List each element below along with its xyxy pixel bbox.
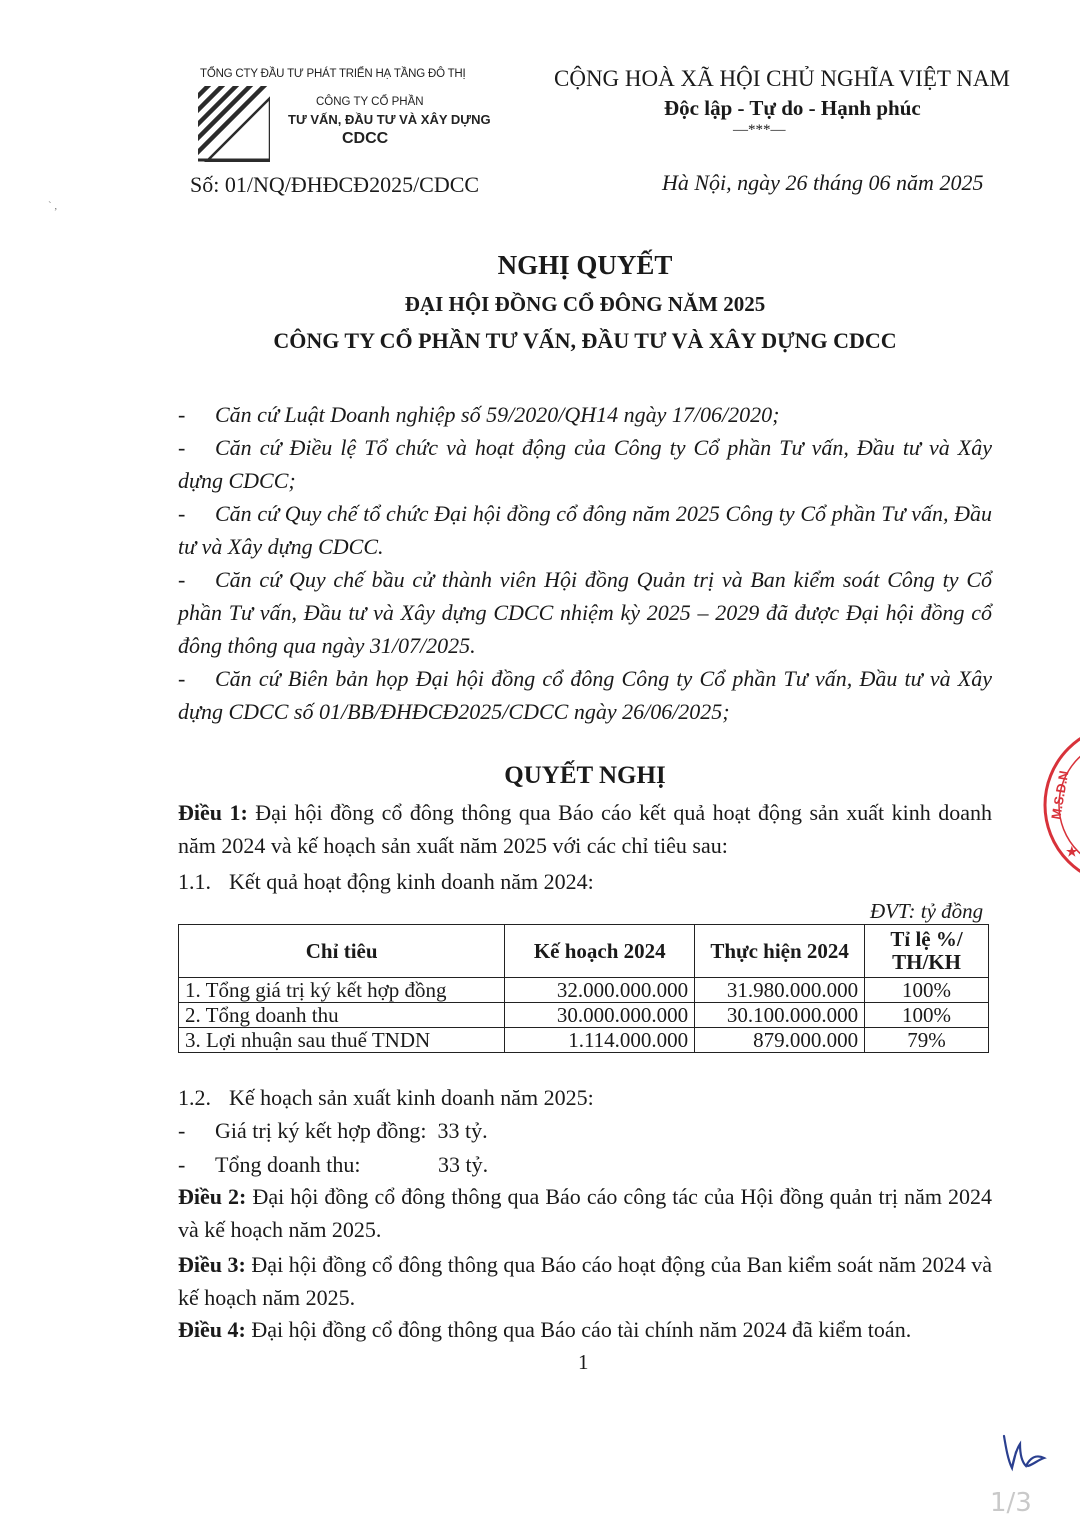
- legal-basis-item: - Căn cứ Luật Doanh nghiệp số 59/2020/QH14 ngày 17/06/2020;: [178, 398, 992, 431]
- actual-cell: 30.100.000.000: [695, 1003, 865, 1028]
- scan-mark: ` ,: [48, 200, 58, 212]
- plan-cell: 32.000.000.000: [505, 978, 695, 1003]
- article-4-label: Điều 4:: [178, 1317, 246, 1342]
- motto-separator: —***—: [733, 122, 786, 138]
- plan-item-label: Giá trị ký kết hợp đồng:: [215, 1118, 427, 1143]
- section-1-2: [178, 1081, 992, 1114]
- parent-company-name: TỔNG CTY ĐẦU TƯ PHÁT TRIỂN HẠ TẦNG ĐÔ THỊ: [200, 68, 466, 80]
- page-counter: 1/3: [990, 1488, 1032, 1518]
- legal-basis-item: - Căn cứ Quy chế tổ chức Đại hội đồng cổ đông năm 2025 Công ty Cổ phần Tư vấn, Đầu tư và Xây dựng CDCC.: [178, 497, 992, 563]
- page-number: 1: [578, 1350, 589, 1374]
- bullet-dash: -: [178, 1118, 186, 1143]
- document-title: NGHỊ QUYẾT: [497, 250, 673, 280]
- actual-cell: 879.000.000: [695, 1028, 865, 1053]
- section-1-1: [178, 865, 992, 898]
- legal-basis-item: - Căn cứ Biên bản họp Đại hội đồng cổ đông Công ty Cổ phần Tư vấn, Đầu tư và Xây dựng CDCC số 01/BB/ĐHĐCĐ2025/CDCC ngày 26/06/2025;: [178, 662, 992, 728]
- article-2-text: Đại hội đồng cổ đông thông qua Báo cáo công tác của Hội đồng quản trị năm 2024 và kế hoạch năm 2025.: [178, 1184, 992, 1242]
- issue-date: Hà Nội, ngày 26 tháng 06 năm 2025: [662, 170, 984, 195]
- company-seal-stamp: [1030, 720, 1080, 890]
- table-row: [179, 1028, 989, 1053]
- section-1-1-number: 1.1.: [178, 869, 211, 894]
- section-1-1-text: Kết quả hoạt động kinh doanh năm 2024:: [229, 869, 594, 894]
- article-3: [178, 1248, 992, 1314]
- column-header-actual-2024: Thực hiện 2024: [695, 925, 865, 978]
- table-row: [179, 978, 989, 1003]
- national-title: CỘNG HOÀ XÃ HỘI CHỦ NGHĨA VIỆT NAM: [554, 66, 1010, 91]
- column-header-ratio: [865, 925, 989, 978]
- table-header-row: [179, 925, 989, 978]
- article-2: [178, 1180, 992, 1246]
- ratio-header-line-2: TH/KH: [892, 950, 961, 974]
- plan-item-value: 33 tỷ.: [437, 1118, 488, 1143]
- article-3-text: Đại hội đồng cổ đông thông qua Báo cáo hoạt động của Ban kiểm soát năm 2024 và kế hoạch năm 2025.: [178, 1252, 993, 1310]
- column-header-plan-2024: Kế hoạch 2024: [505, 925, 695, 978]
- article-2-label: Điều 2:: [178, 1184, 247, 1209]
- ratio-cell: 79%: [865, 1028, 989, 1053]
- national-motto: Độc lập - Tự do - Hạnh phúc: [664, 96, 921, 120]
- legal-basis-item: - Căn cứ Quy chế bầu cử thành viên Hội đồng Quản trị và Ban kiểm soát Công ty Cổ phần Tư vấn, Đầu tư và Xây dựng CDCC nhiệm kỳ 2025 – 2029 đã được Đại hội đồng cổ đông thông qua ngày 31/07/2025.: [178, 563, 992, 662]
- signature-initial: [998, 1428, 1054, 1472]
- column-header-indicator: Chỉ tiêu: [179, 925, 505, 978]
- legal-basis-item: - Căn cứ Điều lệ Tổ chức và hoạt động của Công ty Cổ phần Tư vấn, Đầu tư và Xây dựng CDCC;: [178, 431, 992, 497]
- bullet-dash: -: [178, 1152, 186, 1177]
- article-3-label: Điều 3:: [178, 1252, 246, 1277]
- indicator-cell: 1. Tổng giá trị ký kết hợp đồng: [179, 978, 505, 1003]
- article-4-text: Đại hội đồng cổ đông thông qua Báo cáo tài chính năm 2024 đã kiểm toán.: [245, 1317, 912, 1342]
- article-1: [178, 796, 992, 862]
- company-short-name: CDCC: [342, 130, 389, 147]
- document-subtitle-company: CÔNG TY CỔ PHẦN TƯ VẤN, ĐẦU TƯ VÀ XÂY DỰNG CDCC: [273, 328, 897, 353]
- plan-cell: 1.114.000.000: [505, 1028, 695, 1053]
- plan-item-revenue: [178, 1148, 488, 1181]
- svg-text:★: ★: [1066, 844, 1078, 859]
- article-1-text: Đại hội đồng cổ đông thông qua Báo cáo kết quả hoạt động sản xuất kinh doanh năm 2024 và kế hoạch sản xuất năm 2025 với các chỉ tiêu sau:: [178, 800, 992, 858]
- svg-text:M.S.D.N: M.S.D.N: [1048, 769, 1072, 821]
- ratio-cell: 100%: [865, 1003, 989, 1028]
- indicator-cell: 2. Tổng doanh thu: [179, 1003, 505, 1028]
- business-results-table: [178, 924, 989, 1053]
- unit-note: ĐVT: tỷ đồng: [870, 899, 984, 923]
- section-1-2-text: Kế hoạch sản xuất kinh doanh năm 2025:: [229, 1085, 594, 1110]
- plan-item-value: 33 tỷ.: [438, 1152, 489, 1177]
- document-number: Số: 01/NQ/ĐHĐCĐ2025/CDCC: [190, 172, 480, 197]
- company-prefix: CÔNG TY CỔ PHẦN: [316, 96, 424, 108]
- article-4: [178, 1313, 992, 1346]
- plan-item-label: Tổng doanh thu:: [215, 1152, 361, 1177]
- article-1-label: Điều 1:: [178, 800, 248, 825]
- ratio-cell: 100%: [865, 978, 989, 1003]
- plan-cell: 30.000.000.000: [505, 1003, 695, 1028]
- indicator-cell: 3. Lợi nhuận sau thuế TNDN: [179, 1028, 505, 1053]
- resolution-heading: QUYẾT NGHỊ: [504, 762, 666, 789]
- legal-basis-list: [178, 398, 992, 728]
- company-name: TƯ VẤN, ĐẦU TƯ VÀ XÂY DỰNG: [288, 112, 491, 127]
- company-logo: [198, 86, 270, 162]
- section-1-2-number: 1.2.: [178, 1085, 211, 1110]
- ratio-header-line-1: Tỉ lệ %/: [890, 927, 963, 951]
- actual-cell: 31.980.000.000: [695, 978, 865, 1003]
- plan-item-contract-value: [178, 1114, 488, 1147]
- document-subtitle-meeting: ĐẠI HỘI ĐỒNG CỔ ĐÔNG NĂM 2025: [404, 292, 766, 316]
- table-row: [179, 1003, 989, 1028]
